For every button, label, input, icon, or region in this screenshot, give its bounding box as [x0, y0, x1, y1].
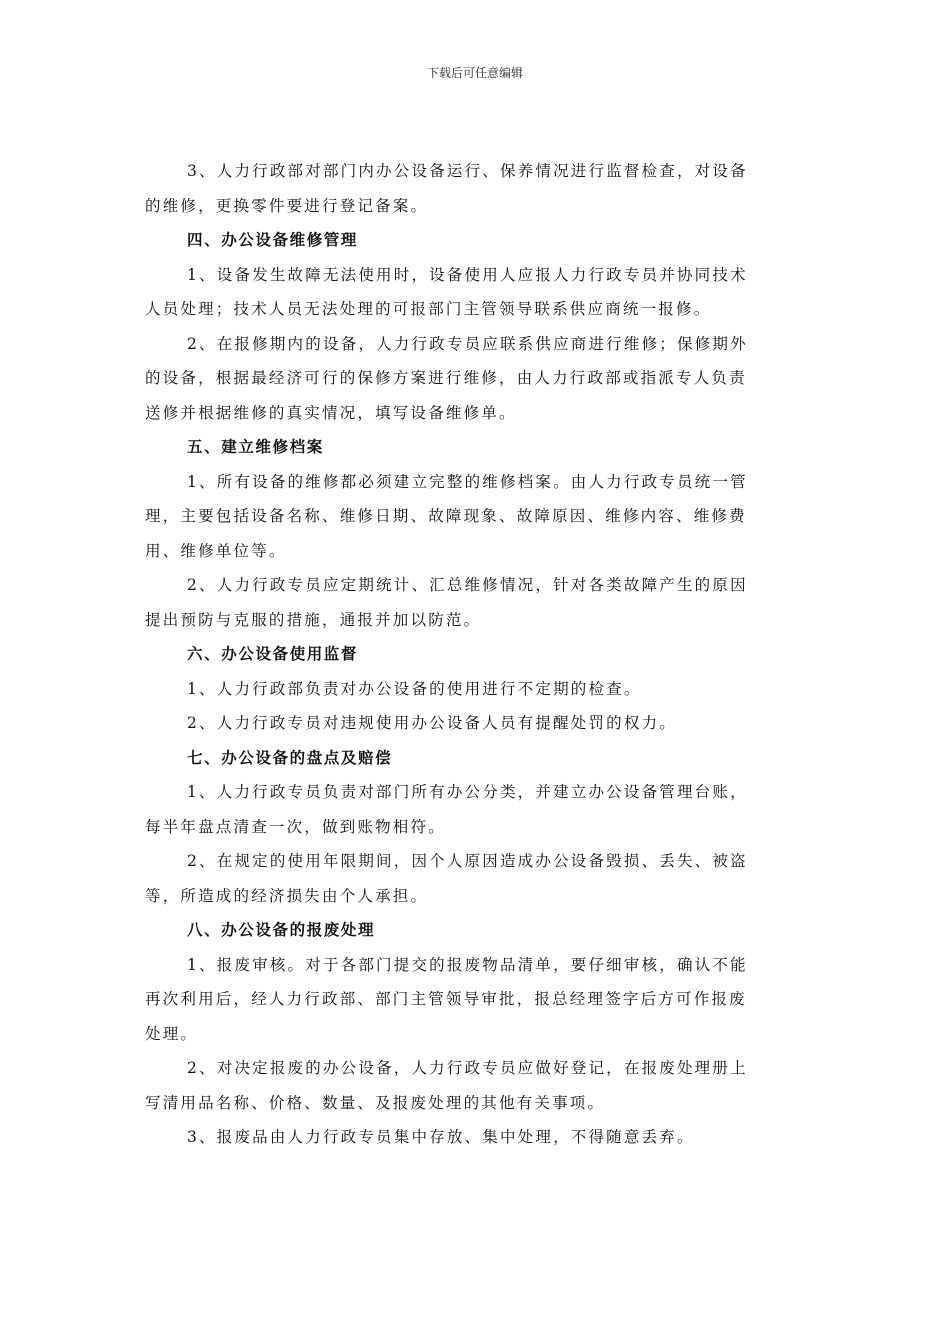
- paragraph-line: 2、人力行政专员对违规使用办公设备人员有提醒处罚的权力。: [187, 714, 677, 732]
- paragraph-line: 每半年盘点清查一次，做到账物相符。: [145, 817, 446, 836]
- paragraph-line: 2、人力行政专员应定期统计、汇总维修情况，针对各类故障产生的原因: [187, 576, 748, 594]
- paragraph-line: 1、人力行政部负责对办公设备的使用进行不定期的检查。: [187, 679, 642, 698]
- paragraph-line: 1、报废审核。对于各部门提交的报废物品清单，要仔细审核，确认不能: [187, 955, 748, 974]
- paragraph-line: 2、在报修期内的设备，人力行政专员应联系供应商进行维修；保修期外: [187, 334, 748, 353]
- paragraph-line: 送修并根据维修的真实情况，填写设备维修单。: [145, 403, 517, 422]
- section-heading: 七、办公设备的盘点及赔偿: [187, 748, 393, 767]
- section-heading: 四、办公设备维修管理: [187, 231, 359, 249]
- paragraph-line: 1、设备发生故障无法使用时，设备使用人应报人力行政专员并协同技术: [187, 265, 748, 284]
- paragraph-line: 人员处理；技术人员无法处理的可报部门主管领导联系供应商统一报修。: [145, 300, 712, 318]
- paragraph-line: 1、人力行政专员负责对部门所有办公分类，并建立办公设备管理台账，: [187, 783, 748, 801]
- section-heading: 八、办公设备的报废处理: [187, 921, 376, 939]
- paragraph-line: 理，主要包括设备名称、维修日期、故障现象、故障原因、维修内容、维修费: [145, 507, 747, 525]
- paragraph-line: 写清用品名称、价格、数量、及报废处理的其他有关事项。: [145, 1093, 606, 1112]
- paragraph-line: 1、所有设备的维修都必须建立完整的维修档案。由人力行政专员统一管: [187, 472, 748, 491]
- paragraph-line: 2、对决定报废的办公设备，人力行政专员应做好登记，在报废处理册上: [187, 1059, 748, 1077]
- section-heading: 六、办公设备使用监督: [187, 645, 359, 663]
- document-body: [145, 157, 775, 1158]
- section-heading: 五、建立维修档案: [187, 438, 324, 456]
- paragraph-line: 的维修，更换零件要进行登记备案。: [145, 196, 429, 215]
- paragraph-line: 提出预防与克服的措施，通报并加以防范。: [145, 610, 482, 629]
- paragraph-line: 处理。: [145, 1024, 199, 1043]
- paragraph-line: 3、人力行政部对部门内办公设备运行、保养情况进行监督检查，对设备: [187, 162, 748, 180]
- paragraph-line: 3、报废品由人力行政专员集中存放、集中处理，不得随意丢弃。: [187, 1128, 695, 1146]
- paragraph-line: 等，所造成的经济损失由个人承担。: [145, 886, 429, 905]
- paragraph-line: 再次利用后，经人力行政部、部门主管领导审批，报总经理签字后方可作报废: [145, 990, 747, 1008]
- paragraph-line: 用、维修单位等。: [145, 541, 287, 560]
- page-header: 下载后可任意编辑: [426, 66, 523, 80]
- paragraph-line: 2、在规定的使用年限期间，因个人原因造成办公设备毁损、丢失、被盗: [187, 852, 748, 870]
- paragraph-line: 的设备，根据最经济可行的保修方案进行维修，由人力行政部或指派专人负责: [145, 369, 747, 387]
